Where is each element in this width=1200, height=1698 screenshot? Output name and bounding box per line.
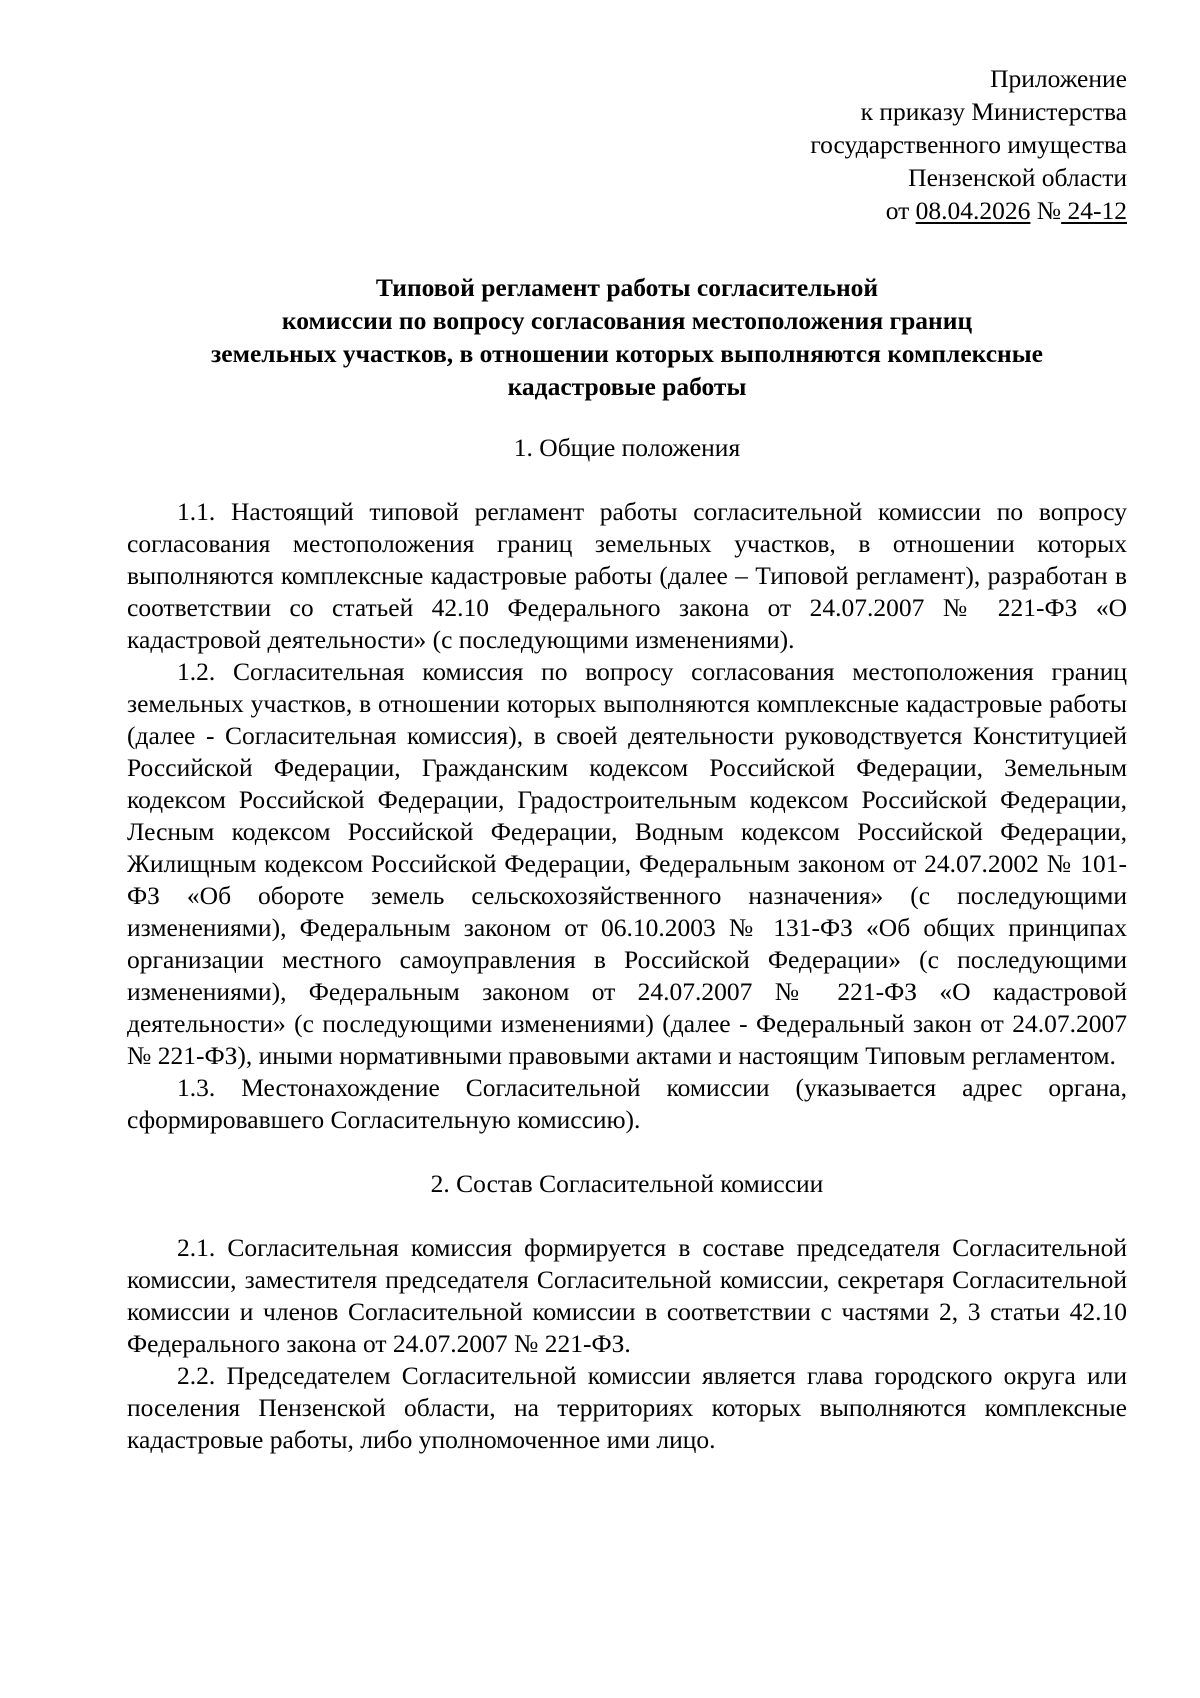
section-heading-general: 1. Общие положения — [513, 433, 741, 462]
title-line: комиссии по вопросу согласования местоположения границ — [281, 306, 973, 335]
number-sign: № — [1036, 196, 1062, 225]
appendix-line: Приложение — [990, 64, 1127, 93]
paragraph-1-1: 1.1. Настоящий типовой регламент работы согласительной комиссии по вопросу согласования местоположения границ земельных участков, в отношении которых выполняются комплексные кадастровые работы (далее – Типовой регламент), разработан в соответствии со статьей 42.10 Федерального закона от 24.07.2007 № 221-ФЗ «О кадастровой деятельности» (с последующими изменениями). — [127, 497, 1127, 654]
date-prefix: от — [885, 196, 910, 225]
title-line: земельных участков, в отношении которых выполняются комплексные — [211, 339, 1043, 368]
document-page — [127, 62, 1127, 1456]
title-line: Типовой регламент работы согласительной — [375, 273, 879, 302]
appendix-line: Пензенской области — [908, 163, 1127, 192]
appendix-block — [127, 62, 1127, 227]
section-heading-composition: 2. Состав Согласительной комиссии — [430, 1169, 824, 1198]
order-date: 08.04.2026 — [915, 196, 1031, 225]
appendix-line: государственного имущества — [810, 130, 1127, 159]
document-title — [127, 271, 1127, 403]
title-line: кадастровые работы — [507, 372, 747, 401]
appendix-date-line — [127, 194, 1127, 227]
appendix-line: к приказу Министерства — [860, 97, 1127, 126]
paragraph-2-2: 2.2. Председателем Согласительной комиссии является глава городского округа или поселения Пензенской области, на территориях которых выполняются комплексные кадастровые работы, либо уполномоченное ими лицо. — [127, 1361, 1127, 1454]
paragraph-2-1: 2.1. Согласительная комиссия формируется в составе председателя Согласительной комиссии, заместителя председателя Согласительной комиссии, секретаря Согласительной комиссии и членов Согласительной комиссии в соответствии с частями 2, 3 статьи 42.10 Федерального закона от 24.07.2007 № 221-ФЗ. — [127, 1233, 1127, 1358]
paragraph-1-2: 1.2. Согласительная комиссия по вопросу согласования местоположения границ земельных участков, в отношении которых выполняются комплексные кадастровые работы (далее - Согласительная комиссия), в своей деятельности руководствуется Конституцией Российской Федерации, Гражданским кодексом Российской Федерации, Земельным кодексом Российской Федерации, Градостроительным кодексом Российской Федерации, Лесным кодексом Российской Федерации, Водным кодексом Российской Федерации, Жилищным кодексом Российской Федерации, Федеральным законом от 24.07.2002 № 101-ФЗ «Об обороте земель сельскохозяйственного назначения» (с последующими изменениями), Федеральным законом от 06.10.2003 № 131-ФЗ «Об общих принципах организации местного самоуправления в Российской Федерации» (с последующими изменениями), Федеральным законом от 24.07.2007 № 221-ФЗ «О кадастровой деятельности» (с последующими изменениями) (далее - Федеральный закон от 24.07.2007 № 221-ФЗ), иными нормативными правовыми актами и настоящим Типовым регламентом. — [127, 657, 1127, 1070]
order-number-value: 24-12 — [1067, 196, 1127, 225]
order-number — [1061, 196, 1127, 225]
paragraph-1-3: 1.3. Местонахождение Согласительной комиссии (указывается адрес органа, сформировавшего Согласительную комиссию). — [127, 1073, 1127, 1134]
